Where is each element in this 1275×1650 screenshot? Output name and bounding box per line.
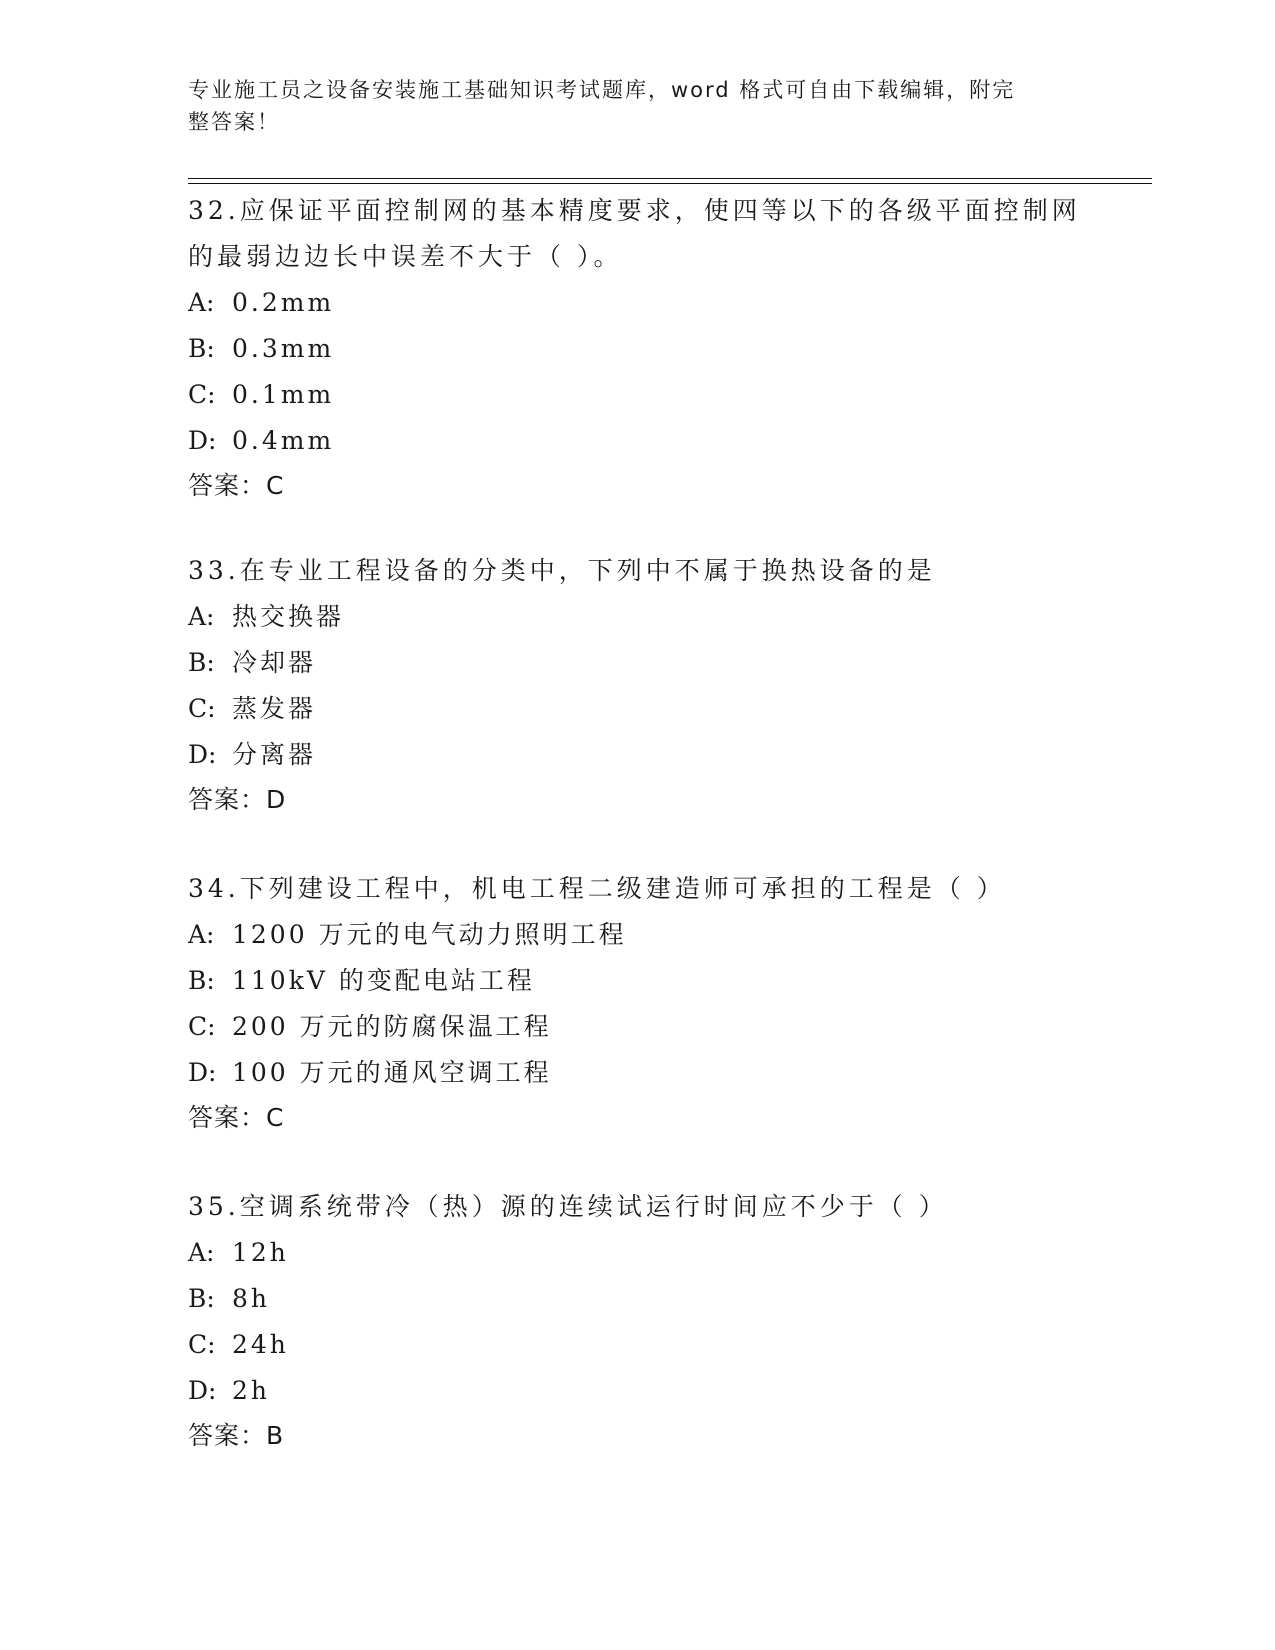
option-d xyxy=(188,1050,1088,1096)
option-d xyxy=(188,1368,1088,1414)
option-label: A: xyxy=(188,602,215,631)
option-d xyxy=(188,732,1088,778)
option-text: 0.1mm xyxy=(232,380,335,409)
question-stem-line-2: 的最弱边边长中误差不大于（ ）。 xyxy=(188,242,623,271)
option-label: C: xyxy=(188,380,216,409)
option-text: 1200 万元的电气动力照明工程 xyxy=(232,920,627,949)
option-text: 冷却器 xyxy=(232,648,317,677)
option-text: 100 万元的通风空调工程 xyxy=(232,1058,552,1087)
header-divider-top xyxy=(188,178,1152,179)
option-c xyxy=(188,372,1088,418)
question-34 xyxy=(188,866,1088,1140)
option-label: A: xyxy=(188,920,215,949)
question-stem-line-1: 34.下列建设工程中，机电工程二级建造师可承担的工程是（ ） xyxy=(188,874,1006,903)
option-label: C: xyxy=(188,1012,216,1041)
option-text: 热交换器 xyxy=(232,602,345,631)
option-text: 110kV 的变配电站工程 xyxy=(232,966,535,995)
option-c xyxy=(188,686,1088,732)
option-c xyxy=(188,1322,1088,1368)
answer-line: 答案：C xyxy=(188,1103,285,1132)
header-line-1: 专业施工员之设备安装施工基础知识考试题库，word 格式可自由下载编辑，附完 xyxy=(188,78,1016,102)
option-b xyxy=(188,326,1088,372)
option-b xyxy=(188,1276,1088,1322)
answer-line: 答案：B xyxy=(188,1421,285,1450)
option-b xyxy=(188,958,1088,1004)
option-label: C: xyxy=(188,694,216,723)
option-label: D: xyxy=(188,1058,217,1087)
question-stem-line-1: 32.应保证平面控制网的基本精度要求，使四等以下的各级平面控制网 xyxy=(188,196,1081,225)
option-text: 0.4mm xyxy=(232,426,335,455)
option-label: D: xyxy=(188,426,217,455)
document-header xyxy=(188,74,1068,138)
option-text: 24h xyxy=(232,1330,289,1359)
option-text: 200 万元的防腐保温工程 xyxy=(232,1012,552,1041)
option-label: B: xyxy=(188,1284,215,1313)
option-label: A: xyxy=(188,288,215,317)
option-text: 0.2mm xyxy=(232,288,335,317)
option-text: 8h xyxy=(232,1284,271,1313)
option-a xyxy=(188,1230,1088,1276)
option-label: D: xyxy=(188,740,217,769)
option-text: 12h xyxy=(232,1238,289,1267)
option-a xyxy=(188,280,1088,326)
option-c xyxy=(188,1004,1088,1050)
question-35 xyxy=(188,1184,1088,1458)
question-stem-line-1: 33.在专业工程设备的分类中，下列中不属于换热设备的是 xyxy=(188,556,936,585)
answer-line: 答案：C xyxy=(188,471,285,500)
option-a xyxy=(188,594,1088,640)
option-d xyxy=(188,418,1088,464)
answer-line: 答案：D xyxy=(188,785,287,814)
option-a xyxy=(188,912,1088,958)
header-divider-bottom xyxy=(188,183,1152,184)
option-label: B: xyxy=(188,966,215,995)
option-label: B: xyxy=(188,648,215,677)
option-label: A: xyxy=(188,1238,215,1267)
option-text: 2h xyxy=(232,1376,271,1405)
option-label: C: xyxy=(188,1330,216,1359)
question-stem-line-1: 35.空调系统带冷（热）源的连续试运行时间应不少于（ ） xyxy=(188,1192,948,1221)
option-label: D: xyxy=(188,1376,217,1405)
option-text: 分离器 xyxy=(232,740,317,769)
option-text: 蒸发器 xyxy=(232,694,317,723)
question-32 xyxy=(188,188,1088,508)
option-text: 0.3mm xyxy=(232,334,335,363)
option-label: B: xyxy=(188,334,215,363)
option-b xyxy=(188,640,1088,686)
question-33 xyxy=(188,548,1088,822)
header-line-2: 整答案！ xyxy=(188,110,280,134)
